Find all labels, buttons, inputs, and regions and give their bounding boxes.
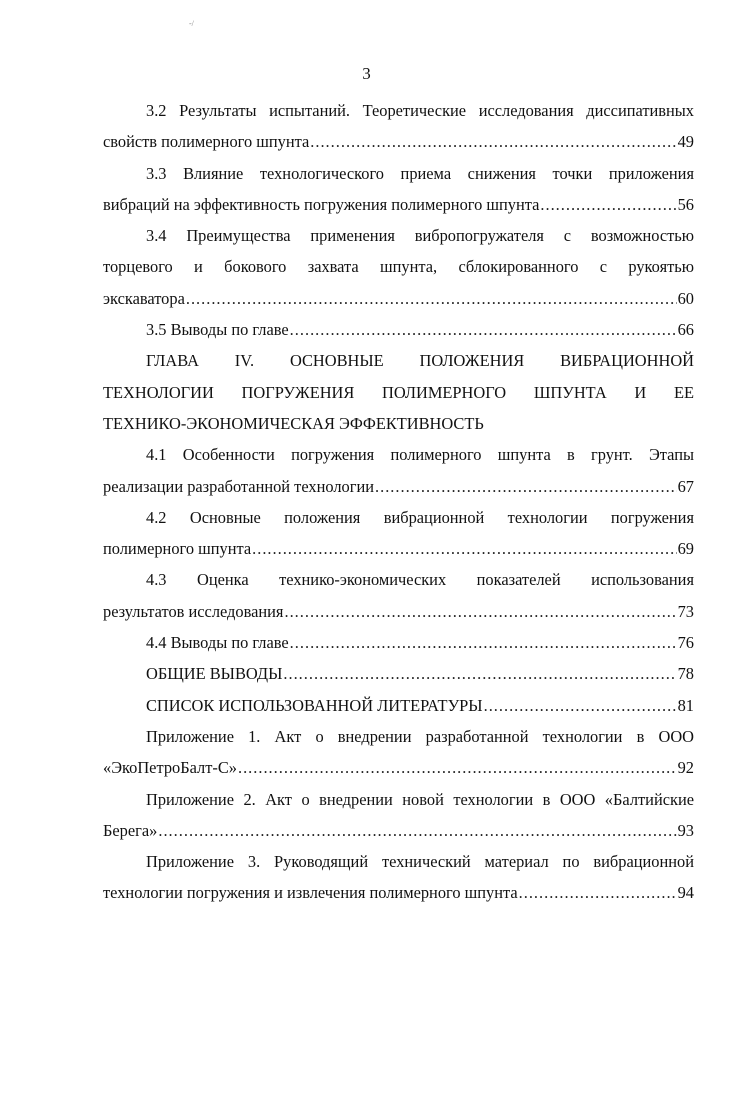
toc-entry-text: Приложение 3. Руководящий технический материал по вибрационной <box>146 852 694 872</box>
toc-entry-4-1-line-2 <box>103 471 694 502</box>
table-of-contents <box>103 95 694 909</box>
toc-entry-appendix-3-line-2 <box>103 877 694 908</box>
chapter-4-heading-line-2 <box>103 377 694 408</box>
toc-entry-text: полимерного шпунта <box>103 539 252 559</box>
toc-entry-text: 4.2 Основные положения вибрационной технологии погружения <box>146 507 694 527</box>
chapter-heading-text: ТЕХНИКО-ЭКОНОМИЧЕСКАЯ ЭФФЕКТИВНОСТЬ <box>103 413 484 433</box>
dot-leader <box>186 283 677 314</box>
toc-entry-text: Приложение 1. Акт о внедрении разработанной технологии в ООО <box>146 726 694 746</box>
toc-entry-text: вибраций на эффективность погружения полимерного шпунта <box>103 194 540 214</box>
toc-entry-text: ОБЩИЕ ВЫВОДЫ <box>146 664 283 684</box>
chapter-4-heading-line-1 <box>103 345 694 376</box>
dot-leader <box>158 815 676 846</box>
toc-entry-text: 3.5 Выводы по главе <box>146 320 289 340</box>
toc-entry-text: 3.3 Влияние технологического приема снижения точки приложения <box>146 163 694 183</box>
toc-entry-text: 3.4 Преимущества применения вибропогружателя с возможностью <box>146 226 694 246</box>
toc-entry-appendix-3-line-1 <box>103 846 694 877</box>
scan-mark: -/ <box>189 19 194 28</box>
toc-entry-text: 4.3 Оценка технико-экономических показателей использования <box>146 570 694 590</box>
toc-entry-appendix-1-line-2 <box>103 752 694 783</box>
toc-entry-4-4 <box>103 627 694 658</box>
dot-leader <box>290 314 677 345</box>
toc-entry-3-4-line-3 <box>103 283 694 314</box>
toc-page-number: 49 <box>677 132 694 152</box>
toc-entry-4-1-line-1 <box>103 439 694 470</box>
toc-entry-3-4-line-2 <box>103 251 694 282</box>
toc-entry-text: «ЭкоПетроБалт-С» <box>103 758 237 778</box>
toc-page-number: 73 <box>677 601 694 621</box>
toc-entry-appendix-2-line-2 <box>103 815 694 846</box>
toc-page-number: 66 <box>677 320 694 340</box>
dot-leader <box>284 596 676 627</box>
toc-entry-text: 3.2 Результаты испытаний. Теоретические исследования диссипативных <box>146 101 694 120</box>
dot-leader <box>375 471 677 502</box>
toc-page-number: 93 <box>677 820 694 840</box>
toc-entry-3-3-line-2 <box>103 189 694 220</box>
toc-entry-appendix-2-line-1 <box>103 784 694 815</box>
dot-leader <box>540 189 676 220</box>
toc-page-number: 60 <box>677 288 694 308</box>
toc-page-number: 76 <box>677 633 694 653</box>
toc-page-number: 81 <box>677 695 694 715</box>
toc-entry-text: Приложение 2. Акт о внедрении новой технологии в ООО «Балтийские <box>146 789 694 809</box>
dot-leader <box>290 627 677 658</box>
chapter-heading-text: ТЕХНОЛОГИИ ПОГРУЖЕНИЯ ПОЛИМЕРНОГО ШПУНТА И ЕЕ <box>103 382 694 402</box>
toc-entry-conclusions <box>103 658 694 689</box>
toc-entry-3-5 <box>103 314 694 345</box>
toc-page-number: 69 <box>677 539 694 559</box>
toc-page-number: 92 <box>677 758 694 778</box>
page-number: 3 <box>362 64 371 83</box>
toc-page-number: 78 <box>677 664 694 684</box>
chapter-4-heading-line-3 <box>103 408 694 439</box>
toc-entry-3-2-line-1 <box>103 95 694 126</box>
toc-entry-4-2-line-1 <box>103 502 694 533</box>
toc-entry-text: СПИСОК ИСПОЛЬЗОВАННОЙ ЛИТЕРАТУРЫ <box>146 695 483 715</box>
toc-entry-text: 4.1 Особенности погружения полимерного шпунта в грунт. Этапы <box>146 445 694 465</box>
dot-leader <box>519 877 677 908</box>
dot-leader <box>283 658 676 689</box>
toc-entry-appendix-1-line-1 <box>103 721 694 752</box>
toc-entry-4-3-line-1 <box>103 564 694 595</box>
toc-entry-text: экскаватора <box>103 288 185 308</box>
dot-leader <box>238 752 677 783</box>
toc-entry-text: Берега» <box>103 820 158 840</box>
toc-page-number: 67 <box>677 476 694 496</box>
dot-leader <box>310 126 676 157</box>
toc-entry-text: реализации разработанной технологии <box>103 476 374 496</box>
toc-entry-text: результатов исследования <box>103 601 284 621</box>
toc-entry-text: торцевого и бокового захвата шпунта, сблокированного с рукоятью <box>103 257 694 277</box>
chapter-heading-text: ГЛАВА IV. ОСНОВНЫЕ ПОЛОЖЕНИЯ ВИБРАЦИОННОЙ <box>146 351 694 371</box>
toc-page-number: 56 <box>677 194 694 214</box>
dot-leader <box>484 690 677 721</box>
toc-entry-3-3-line-1 <box>103 158 694 189</box>
toc-entry-3-4-line-1 <box>103 220 694 251</box>
toc-entry-3-2-line-2 <box>103 126 694 157</box>
toc-entry-text: технологии погружения и извлечения полимерного шпунта <box>103 883 518 903</box>
toc-entry-references <box>103 690 694 721</box>
toc-entry-4-3-line-2 <box>103 596 694 627</box>
toc-page-number: 94 <box>677 883 694 903</box>
dot-leader <box>252 533 676 564</box>
toc-entry-text: 4.4 Выводы по главе <box>146 633 289 653</box>
toc-entry-4-2-line-2 <box>103 533 694 564</box>
toc-entry-text: свойств полимерного шпунта <box>103 132 310 152</box>
